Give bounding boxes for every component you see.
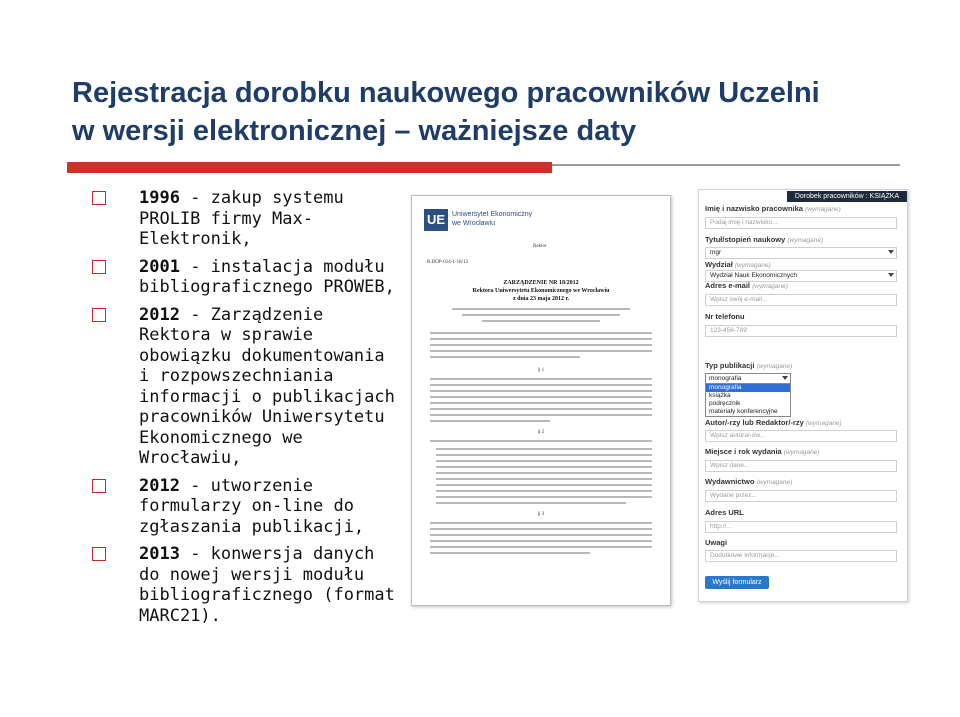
submit-button[interactable]: Wyślij formularz bbox=[705, 576, 769, 589]
document-text-line bbox=[430, 414, 652, 416]
university-logo-icon: UE bbox=[424, 209, 448, 231]
document-text-line bbox=[430, 546, 652, 548]
title-underline-red bbox=[67, 162, 552, 173]
url-field[interactable]: http://... bbox=[705, 521, 897, 533]
document-text-line bbox=[430, 356, 580, 358]
document-text-line bbox=[462, 314, 620, 316]
bullet-year: 2012 bbox=[139, 304, 180, 325]
title-select[interactable]: mgr bbox=[705, 247, 897, 259]
email-field[interactable]: Wpisz swój e-mail... bbox=[705, 294, 897, 306]
document-text-line bbox=[430, 344, 652, 346]
document-text-line bbox=[430, 378, 652, 380]
bullet-year: 2001 bbox=[139, 256, 180, 277]
phone-field[interactable]: 123-456-789 bbox=[705, 325, 897, 337]
chevron-down-icon bbox=[888, 273, 894, 277]
square-bullet-icon bbox=[92, 260, 106, 274]
author-label: Autor/-rzy lub Redaktor/-rzy (wymagane) bbox=[705, 418, 842, 427]
document-text-line bbox=[436, 454, 652, 456]
dept-select[interactable]: Wydział Nauk Ekonomicznych bbox=[705, 270, 897, 282]
place-field[interactable]: Wpisz dane... bbox=[705, 460, 897, 472]
list-item bbox=[92, 188, 404, 250]
document-text-line bbox=[436, 466, 652, 468]
dropdown-option[interactable]: monografia bbox=[706, 384, 790, 392]
publisher-label: Wydawnictwo (wymagane) bbox=[705, 477, 793, 486]
dropdown-option[interactable]: materiały konferencyjne bbox=[709, 408, 778, 415]
place-label: Miejsce i rok wydania (wymagane) bbox=[705, 447, 820, 456]
bullet-text: - konwersja danych do nowej wersji modułu bibliograficznego (format MARC21). bbox=[139, 544, 395, 626]
document-text-line bbox=[430, 338, 652, 340]
square-bullet-icon bbox=[92, 479, 106, 493]
slide-title-line-1: Rejestracja dorobku naukowego pracowników Uczelni bbox=[72, 77, 820, 109]
email-label: Adres e-mail (wymagane) bbox=[705, 281, 788, 290]
dates-list bbox=[92, 188, 404, 633]
bullet-text: - Zarządzenie Rektora w sprawie obowiązku dokumentowania i rozpowszechniania informacji o publikacjach pracowników Uniwersytetu Ekonomicznego we Wrocławiu, bbox=[139, 304, 395, 468]
document-text-line bbox=[482, 320, 600, 322]
form-header: Dorobek pracowników : KSIĄŻKA bbox=[787, 191, 907, 202]
document-text-line bbox=[430, 528, 652, 530]
bullet-text: - instalacja modułu bibliograficznego PROWEB, bbox=[139, 256, 395, 297]
bullet-year: 2013 bbox=[139, 544, 180, 564]
document-reference: R.DOP-014-1-18/12 bbox=[427, 260, 468, 265]
regulation-document-image bbox=[411, 195, 671, 606]
list-item bbox=[92, 305, 404, 469]
list-item bbox=[92, 544, 404, 626]
bullet-text: - zakup systemu PROLIB firmy Max-Elektronik, bbox=[139, 188, 344, 249]
document-heading-1: ZARZĄDZENIE NR 18/2012 bbox=[503, 280, 579, 286]
slide-title-line-2: w wersji elektronicznej – ważniejsze daty bbox=[72, 115, 637, 147]
document-text-line bbox=[430, 522, 652, 524]
chevron-down-icon bbox=[888, 250, 894, 254]
name-label: Imię i nazwisko pracownika (wymagane) bbox=[705, 204, 841, 213]
document-text-line bbox=[430, 540, 652, 542]
document-text-line bbox=[430, 420, 550, 422]
document-section-1: § 1 bbox=[537, 368, 545, 373]
bullet-year: 1996 bbox=[139, 188, 180, 208]
university-name-line-1: Uniwersytet Ekonomiczny bbox=[452, 211, 533, 218]
university-name-line-2: we Wrocławiu bbox=[452, 220, 496, 227]
phone-label: Nr telefonu bbox=[705, 312, 745, 321]
document-text-line bbox=[430, 402, 652, 404]
square-bullet-icon bbox=[92, 547, 106, 561]
pubtype-select[interactable]: monografia bbox=[705, 373, 791, 384]
document-text-line bbox=[436, 472, 652, 474]
dropdown-option[interactable]: podręcznik bbox=[709, 400, 741, 407]
bullet-text: - utworzenie formularzy on-line do zgłaszania publikacji, bbox=[139, 475, 365, 537]
document-heading-3: z dnia 23 maja 2012 r. bbox=[512, 296, 570, 302]
title-underline-gray bbox=[552, 164, 900, 166]
document-text-line bbox=[436, 496, 652, 498]
document-text-line bbox=[430, 396, 652, 398]
pubtype-label: Typ publikacji (wymagane) bbox=[705, 361, 793, 370]
author-field[interactable]: Wpisz autora/-ów... bbox=[705, 430, 897, 442]
square-bullet-icon bbox=[92, 191, 106, 205]
document-text-line bbox=[436, 502, 626, 504]
publication-form bbox=[698, 189, 908, 602]
name-input[interactable]: Podaj imię i nazwisko... bbox=[705, 217, 897, 229]
document-text-line bbox=[436, 460, 652, 462]
document-text-line bbox=[430, 332, 652, 334]
dept-label: Wydział (wymagane) bbox=[705, 260, 771, 269]
document-text-line bbox=[430, 350, 652, 352]
document-text-line bbox=[436, 448, 652, 450]
document-heading-2: Rektora Uniwersytetu Ekonomicznego we Wrocławiu bbox=[472, 288, 610, 294]
document-text-line bbox=[430, 408, 652, 410]
document-rektor-label: Rektor bbox=[533, 244, 547, 249]
document-text-line bbox=[430, 552, 590, 554]
list-item bbox=[92, 476, 404, 538]
chevron-down-icon bbox=[782, 376, 788, 380]
document-text-line bbox=[436, 484, 652, 486]
slide-title bbox=[72, 74, 932, 150]
document-text-line bbox=[430, 534, 652, 536]
document-text-line bbox=[430, 384, 652, 386]
document-text-line bbox=[430, 390, 652, 392]
document-text-line bbox=[436, 490, 652, 492]
url-label: Adres URL bbox=[705, 508, 744, 517]
bullet-year: 2012 bbox=[139, 475, 180, 496]
dropdown-option[interactable]: książka bbox=[709, 392, 731, 399]
document-text-line bbox=[436, 478, 652, 480]
square-bullet-icon bbox=[92, 308, 106, 322]
document-section-2: § 2 bbox=[537, 430, 545, 435]
pubtype-dropdown bbox=[705, 383, 791, 417]
document-text-line bbox=[452, 308, 630, 310]
university-name bbox=[452, 210, 532, 228]
publisher-field[interactable]: Wydane przez... bbox=[705, 490, 897, 502]
notes-field[interactable]: Dodotkowe informacje... bbox=[705, 550, 897, 562]
notes-label: Uwagi bbox=[705, 538, 728, 547]
document-section-3: § 3 bbox=[537, 512, 545, 517]
document-text-line bbox=[430, 440, 652, 442]
title-label: Tytuł/stopień naukowy (wymagane) bbox=[705, 235, 824, 244]
list-item bbox=[92, 257, 404, 298]
